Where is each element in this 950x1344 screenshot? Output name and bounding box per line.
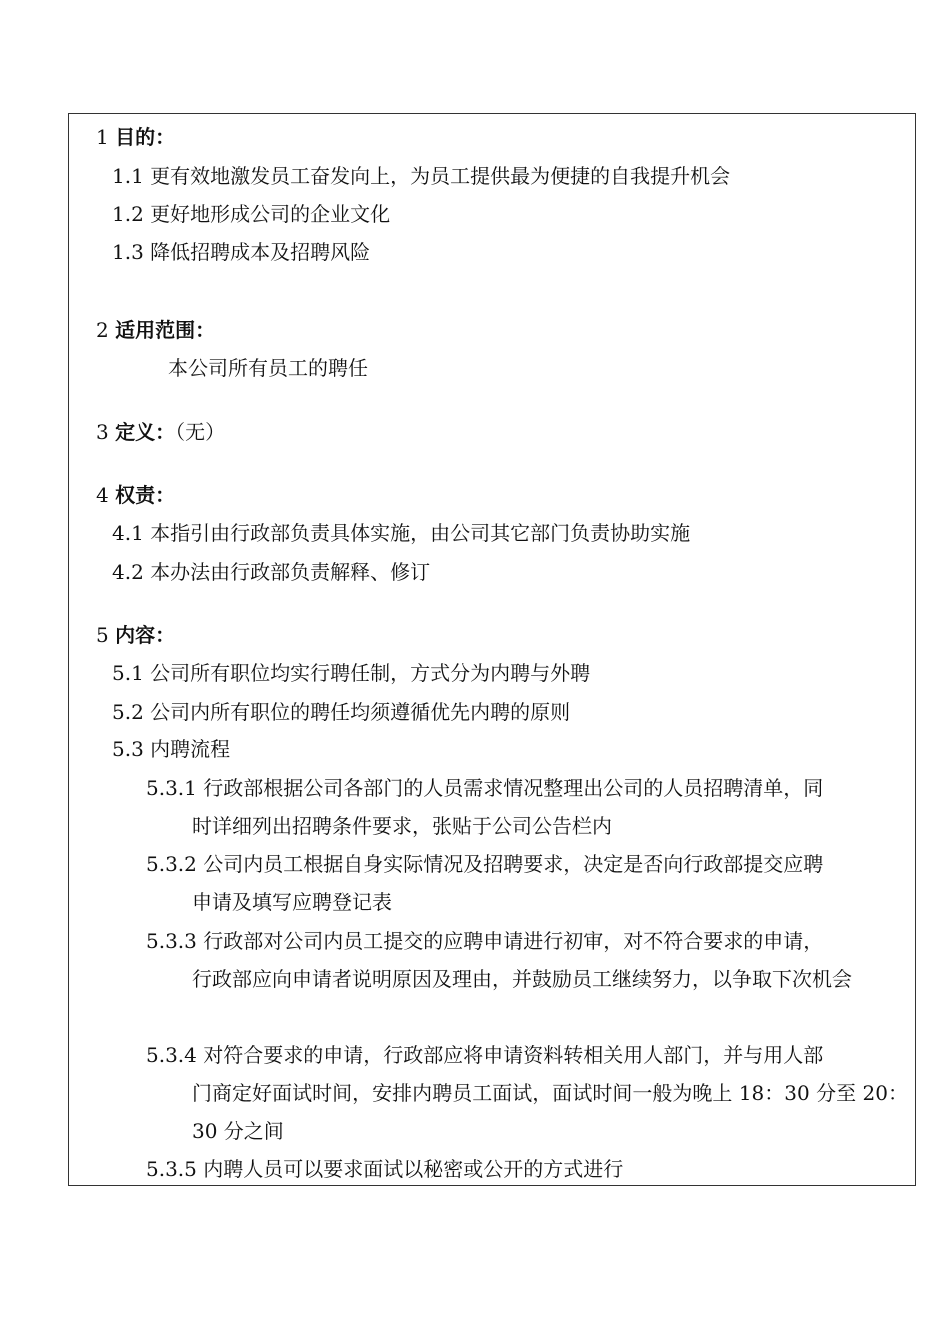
sub-item-5-3-5 [146, 1150, 916, 1188]
section-1-number: 1 [96, 125, 109, 149]
list-item: 1.2 更好地形成公司的企业文化 [112, 202, 391, 226]
sub-item-continuation: 申请及填写应聘登记表 [192, 890, 392, 914]
sub-item-first-line: 5.3.3 行政部对公司内员工提交的应聘申请进行初审，对不符合要求的申请， [146, 929, 824, 953]
section-1-heading [96, 125, 175, 149]
list-item: 5.2 公司内所有职位的聘任均须遵循优先内聘的原则 [112, 700, 571, 724]
sub-item-5-3-4 [146, 1036, 916, 1150]
section-3-heading [96, 420, 225, 444]
sub-item-first-line: 5.3.1 行政部根据公司各部门的人员需求情况整理出公司的人员招聘清单，同 [146, 776, 824, 800]
list-item: 1.1 更有效地激发员工奋发向上，为员工提供最为便捷的自我提升机会 [112, 164, 731, 188]
list-item: 4.1 本指引由行政部负责具体实施，由公司其它部门负责协助实施 [112, 521, 691, 545]
definition-text: （无） [175, 420, 226, 444]
sub-item-continuation: 时详细列出招聘条件要求，张贴于公司公告栏内 [192, 814, 612, 838]
section-2-title: 适用范围： [115, 318, 216, 342]
sub-item-5-3-2 [146, 845, 916, 921]
list-item: 4.2 本办法由行政部负责解释、修订 [112, 560, 431, 584]
list-item: 5.1 公司所有职位均实行聘任制，方式分为内聘与外聘 [112, 661, 591, 685]
section-2-number: 2 [96, 318, 109, 342]
sub-item-continuation: 行政部应向申请者说明原因及理由，并鼓励员工继续努力，以争取下次机会 [192, 967, 852, 991]
section-4-title: 权责： [115, 483, 176, 507]
section-1-title: 目的： [115, 125, 176, 149]
document-frame [68, 113, 916, 1186]
sub-item-continuation: 门商定好面试时间，安排内聘员工面试，面试时间一般为晚上 18：30 分至 20：30 分之间 [192, 1081, 908, 1143]
section-4-heading [96, 483, 175, 507]
sub-item-first-line: 5.3.5 内聘人员可以要求面试以秘密或公开的方式进行 [146, 1157, 624, 1181]
sub-item-5-3-1 [146, 769, 916, 845]
section-5-number: 5 [96, 623, 109, 647]
sub-item-5-3-3 [146, 922, 916, 998]
scope-text: 本公司所有员工的聘任 [168, 356, 368, 380]
list-item: 5.3 内聘流程 [112, 737, 231, 761]
section-5-title: 内容： [115, 623, 176, 647]
list-item: 1.3 降低招聘成本及招聘风险 [112, 240, 371, 264]
section-3-number: 3 [96, 420, 109, 444]
section-2-heading [96, 318, 215, 342]
section-5-heading [96, 623, 175, 647]
section-4-number: 4 [96, 483, 109, 507]
sub-item-first-line: 5.3.4 对符合要求的申请，行政部应将申请资料转相关用人部门，并与用人部 [146, 1043, 824, 1067]
section-3-title: 定义： [115, 420, 176, 444]
sub-item-first-line: 5.3.2 公司内员工根据自身实际情况及招聘要求，决定是否向行政部提交应聘 [146, 852, 824, 876]
